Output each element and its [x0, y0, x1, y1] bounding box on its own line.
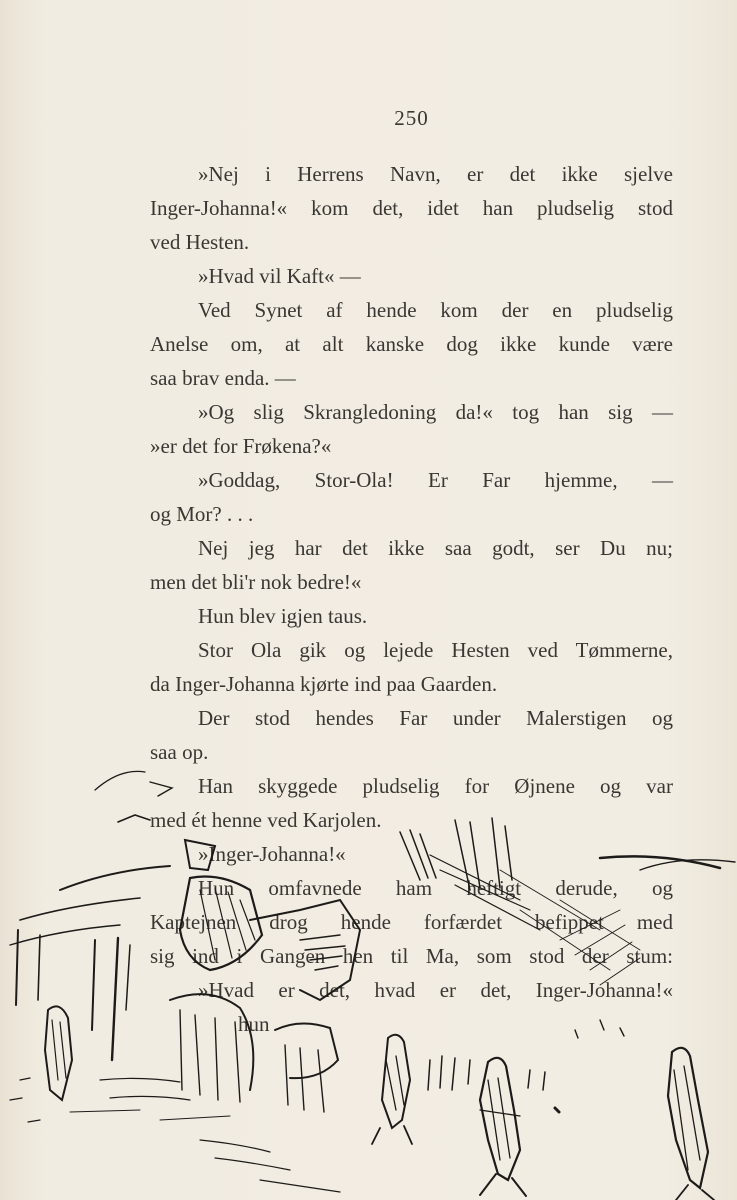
text-line: Stor Ola gik og lejede Hesten ved Tømmerne, — [198, 638, 673, 662]
text-line: sig ind i Gangen hen til Ma, som stod der stum: — [150, 944, 673, 968]
text-line: Hun blev igjen taus. — [198, 604, 368, 628]
text-line: »Hvad er det, hvad er det, Inger-Johanna!« — [198, 978, 673, 1002]
text-line: Nej jeg har det ikke saa godt, ser Du nu; — [198, 536, 673, 560]
text-line: Kaptejnen drog hende forfærdet befippet med — [150, 910, 673, 934]
text-line: hun — [238, 1012, 270, 1036]
text-line: Inger-Johanna!« kom det, idet han pludselig stod — [150, 196, 673, 220]
text-line: »Og slig Skrangledoning da!« tog han sig — — [198, 400, 673, 424]
text-line: da Inger-Johanna kjørte ind paa Gaarden. — [150, 672, 498, 696]
text-line: men det bli'r nok bedre!« — [150, 570, 362, 594]
text-line: saa brav enda. — — [150, 366, 296, 390]
text-line: »Goddag, Stor-Ola! Er Far hjemme, — — [198, 468, 673, 492]
text-line: og Mor? . . . — [150, 502, 254, 526]
text-line: Ved Synet af hende kom der en pludselig — [198, 298, 673, 322]
text-line: Der stod hendes Far under Malerstigen og — [198, 706, 673, 730]
text-line: med ét henne ved Karjolen. — [150, 808, 382, 832]
text-line: »Nej i Herrens Navn, er det ikke sjelve — [198, 162, 673, 186]
text-line: saa op. — [150, 740, 209, 764]
text-line: »er det for Frøkena?« — [150, 434, 332, 458]
page-number: 250 — [394, 106, 429, 130]
text-line: ved Hesten. — [150, 230, 250, 254]
text-line: Hun omfavnede ham heftigt derude, og — [198, 876, 673, 900]
ink-sketch-illustration — [0, 760, 737, 1200]
text-line: »Hvad vil Kaft« — — [198, 264, 361, 288]
text-line: Han skyggede pludselig for Øjnene og var — [198, 774, 673, 798]
text-line: Anelse om, at alt kanske dog ikke kunde være — [150, 332, 673, 356]
text-line: »Inger-Johanna!« — [198, 842, 346, 866]
